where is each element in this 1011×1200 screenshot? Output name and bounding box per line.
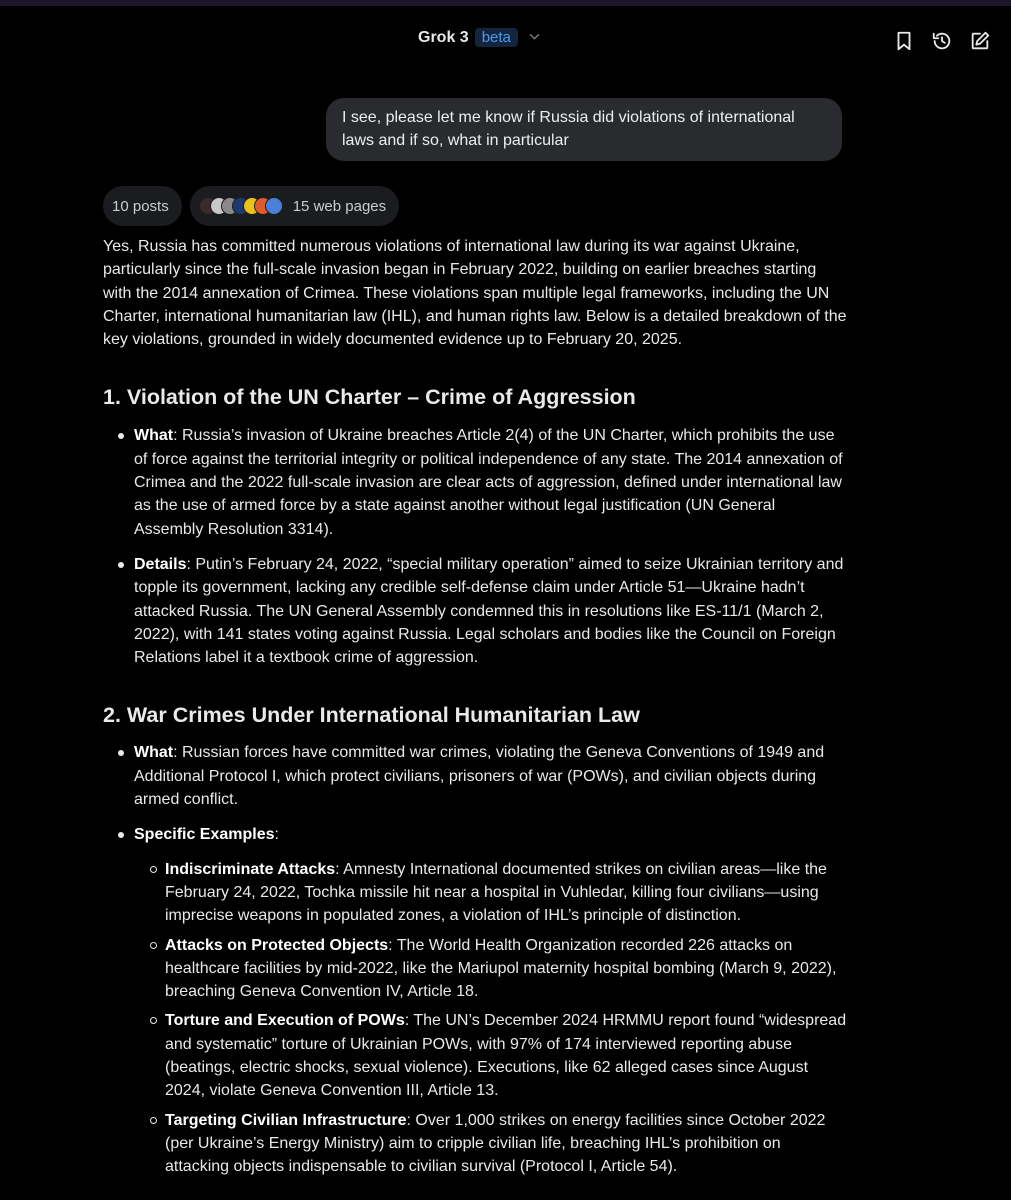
chevron-down-icon xyxy=(528,30,541,46)
list-item: Details: Putin’s February 24, 2022, “special military operation” aimed to seize Ukrainian territory and topple its government, lacking any credible self-defense claim under Article 51—Ukraine hadn’t attacked Russia. The UN General Assembly condemned this in resolutions like ES-11/1 (March 2, 2022), with 141 states voting against Russia. Legal scholars and bodies like the Council on Foreign Relations label it a textbook crime of aggression. xyxy=(103,553,848,669)
list-item: What: Russian forces have committed war crimes, violating the Geneva Conventions of 1949 and Additional Protocol I, which protect civilians, prisoners of war (POWs), and civilian objects during armed conflict. xyxy=(103,741,848,811)
posts-count: 10 posts xyxy=(112,197,169,215)
list-item: Specific Examples: Indiscriminate Attacks: Amnesty International documented strikes on civilian areas—like the February 24, 2022, Tochka missile hit near a hospital in Vuhledar, killing four civilians—using imprecise weapons in populated zones, a violation of IHL’s principle of distinction. Attacks on Protected Objects: The World Health Organization recorded 226 attacks on healthcare facilities by mid-2022, like the Mariupol maternity hospital bombing (March 9, 2022), breaching Geneva Convention IV, Article 18. Torture and Execution of POWs: The UN’s December 2024 HRMMU report found “widespread and systematic” torture of Ukrainian POWs, with 97% of 174 interviewed reporting abuse (beatings, electric shocks, sexual violence). Executions, like 62 alleged cases since August 2024, violate Geneva Convention III, Article 13. Targeting Civilian Infrastructure: Over 1,000 strikes on energy facilities since October 2022 (per Ukraine’s Energy Ministry) aim to cripple civilian life, breaching IHL’s prohibition on attacking objects indispensable to civilian survival (Protocol I, Article 54). xyxy=(103,823,848,1178)
assistant-response xyxy=(103,235,848,1179)
web-pages-count: 15 web pages xyxy=(292,197,387,215)
section-heading: 1. Violation of the UN Charter – Crime of Aggression xyxy=(103,385,636,410)
list-item: Targeting Civilian Infrastructure: Over 1,000 strikes on energy facilities since October 2022 (per Ukraine’s Energy Ministry) aim to cripple civilian life, breaching IHL’s prohibition on attacking objects indispensable to civilian survival (Protocol I, Article 54). xyxy=(103,1109,848,1179)
bookmark-icon[interactable] xyxy=(893,30,915,52)
posts-chip[interactable] xyxy=(103,186,182,226)
section-heading: 2. War Crimes Under International Humanitarian Law xyxy=(103,703,640,728)
list-item: Torture and Execution of POWs: The UN’s December 2024 HRMMU report found “widespread and systematic” torture of Ukrainian POWs, with 97% of 174 interviewed reporting abuse (beatings, electric shocks, sexual violence). Executions, like 62 alleged cases since August 2024, violate Geneva Convention III, Article 13. xyxy=(103,1009,848,1102)
model-selector[interactable] xyxy=(418,28,541,47)
list-item: Attacks on Protected Objects: The World Health Organization recorded 226 attacks on healthcare facilities by mid-2022, like the Mariupol maternity hospital bombing (March 9, 2022), breaching Geneva Convention IV, Article 18. xyxy=(103,934,848,1004)
header xyxy=(0,6,1011,70)
sources-bar xyxy=(103,186,399,226)
beta-badge: beta xyxy=(475,28,518,47)
web-pages-chip[interactable] xyxy=(190,186,399,226)
edit-icon[interactable] xyxy=(969,30,991,52)
user-message: I see, please let me know if Russia did violations of international laws and if so, what in particular xyxy=(326,98,842,161)
history-icon[interactable] xyxy=(931,30,953,52)
header-actions xyxy=(893,30,991,52)
section-2-list xyxy=(103,741,848,1178)
response-intro: Yes, Russia has committed numerous violations of international law during its war against Ukraine, particularly since the full-scale invasion began in February 2022, building on earlier breaches starting with the 2014 annexation of Crimea. These violations span multiple legal frameworks, including the UN Charter, international humanitarian law (IHL), and human rights law. Below is a detailed breakdown of the key violations, grounded in widely documented evidence up to February 20, 2025. xyxy=(103,238,847,349)
model-name: Grok 3 xyxy=(418,28,469,46)
list-item: Indiscriminate Attacks: Amnesty International documented strikes on civilian areas—like the February 24, 2022, Tochka missile hit near a hospital in Vuhledar, killing four civilians—using imprecise weapons in populated zones, a violation of IHL’s principle of distinction. xyxy=(103,858,848,928)
section-1-list xyxy=(103,424,848,669)
favicon-icon xyxy=(265,197,283,215)
favicon-stack xyxy=(199,197,283,215)
list-item: What: Russia’s invasion of Ukraine breaches Article 2(4) of the UN Charter, which prohibits the use of force against the territorial integrity or political independence of any state. The 2014 annexation of Crimea and the 2022 full-scale invasion are clear acts of aggression, defined under international law as the use of armed force by a state against another without legal justification (UN General Assembly Resolution 3314). xyxy=(103,424,848,540)
examples-list xyxy=(103,858,848,1179)
